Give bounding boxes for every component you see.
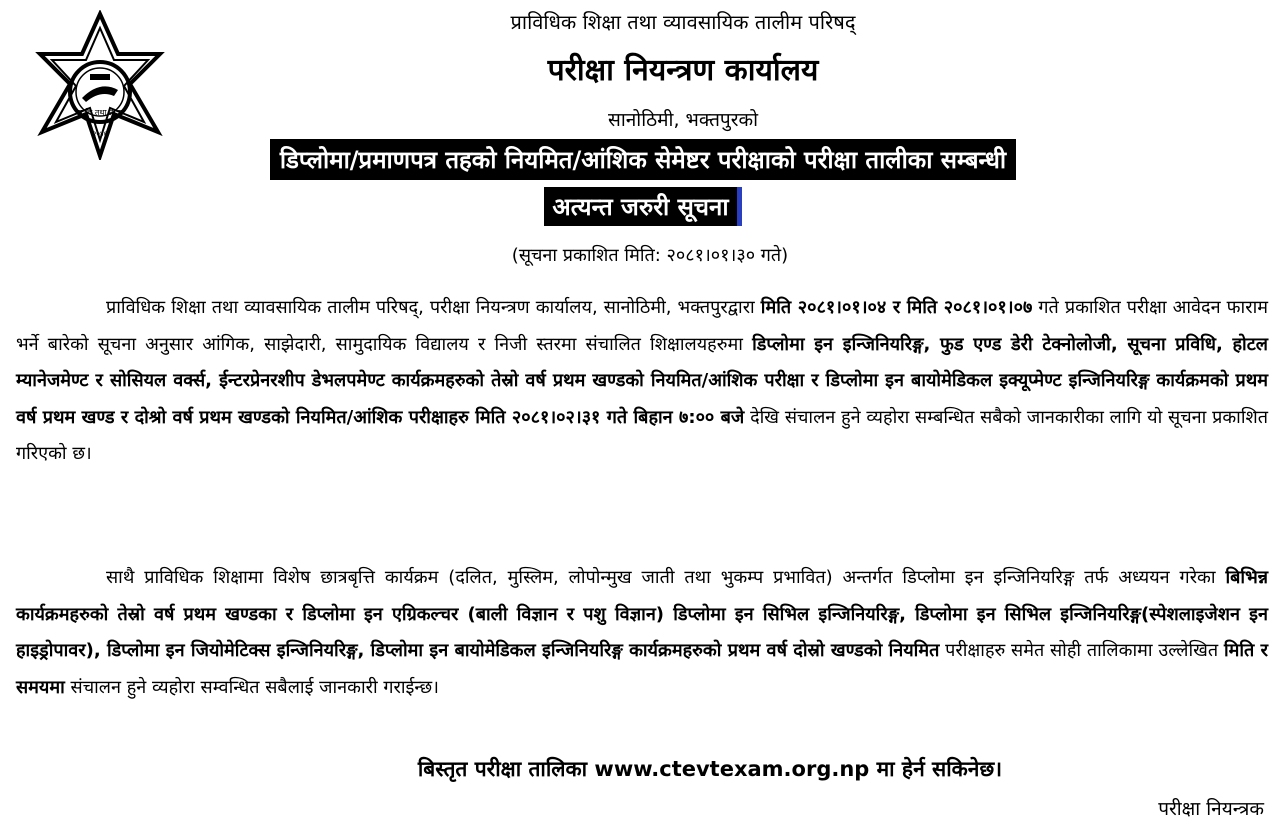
p2-text-1: साथै प्राविधिक शिक्षामा विशेष छात्रबृत्ति कार्यक्रम (दलित, मुस्लिम, लोपोन्मुख जाती तथा भुकम्प प्रभावित) अन्तर्गत डिप्लोमा इन इन्जिनियरिङ्ग तर्फ अध्ययन गरेका bbox=[106, 567, 1226, 588]
exam-schedule-link-line: बिस्तृत परीक्षा तालिका www.ctevtexam.org.np मा हेर्न सकिनेछ। bbox=[417, 757, 1003, 781]
p2-bold-2: मिति र समयमा bbox=[16, 640, 1268, 698]
p1-text-3: देखि संचालन हुने व्यहोरा सम्बन्धित सबैको जानकारीका लागि यो सूचना प्रकाशित गरिएको छ। bbox=[16, 406, 1268, 464]
urgent-banner bbox=[0, 187, 1286, 226]
p1-bold-2: डिप्लोमा इन इन्जिनियरिङ्ग, फुड एण्ड डेरी टेक्नोलोजी, सूचना प्रविधि, होटल म्यानेजमेण्ट र सोसियल वर्क्स, ईन्टरप्रेनरशीप डेभलपमेण्ट कार्यक्रमहरुको तेस्रो वर्ष प्रथम खण्डको नियमित/आंशिक परीक्षा र डिप्लोमा इन बायोमेडिकल इक्यूप्मेण्ट इन्जिनियरिङ्ग कार्यक्रमको प्रथम वर्ष प्रथम खण्ड र दोश्रो वर्ष प्रथम खण्डको नियमित/आंशिक परीक्षाहरु मिति २०८१।०२।३१ गते बिहान ७:०० बजे bbox=[16, 333, 1268, 428]
notice-title-banner bbox=[0, 139, 1286, 180]
p2-text-3: संचालन हुने व्यहोरा सम्वन्धित सबैलाई जानकारी गराईन्छ। bbox=[64, 676, 439, 698]
council-name: प्राविधिक शिक्षा तथा व्यावसायिक तालीम परिषद् bbox=[510, 10, 856, 34]
office-name: परीक्षा नियन्त्रण कार्यालय bbox=[547, 53, 819, 88]
p2-bold-1: बिभिन्न कार्यक्रमहरुको तेस्रो वर्ष प्रथम खण्डका र डिप्लोमा इन एग्रिकल्चर (बाली विज्ञान र पशु विज्ञान) डिप्लोमा इन सिभिल इन्जिनियरिङ्ग, डिप्लोमा इन सिभिल इन्जिनियरिङ्ग(स्पेशलाइजेशन इन हाइड्रोपावर), डिप्लोमा इन जियोमेटिक्स इन्जिनियरिङ्ग, डिप्लोमा इन बायोमेडिकल इन्जिनियरिङ्ग कार्यक्रमहरुको प्रथम वर्ष दोस्रो खण्डको नियमित bbox=[16, 567, 1268, 661]
urgent-label: अत्यन्त जरुरी सूचना bbox=[544, 187, 741, 226]
office-location: सानोठिमी, भक्तपुरको bbox=[607, 109, 758, 131]
published-date: (सूचना प्रकाशित मिति: २०८१।०१।३० गते) bbox=[511, 245, 789, 266]
p2-text-2: परीक्षाहरु समेत सोही तालिकामा उल्लेखित bbox=[939, 640, 1224, 661]
p1-text-2: गते प्रकाशित परीक्षा आवेदन फाराम भर्ने बारेको सूचना अनुसार आंगिक, साझेदारी, सामुदायिक विद्यालय र निजी स्तरमा संचालित शिक्षालयहरुमा bbox=[16, 297, 1268, 355]
signature: परीक्षा नियन्त्रक bbox=[1158, 798, 1264, 820]
body-paragraph-1 bbox=[16, 290, 1268, 473]
p1-bold-1: मिति २०८१।०१।०४ र मिति २०८१।०१।०७ bbox=[760, 297, 1033, 318]
seal-text-bottom: २०४६ bbox=[92, 130, 108, 138]
notice-title: डिप्लोमा/प्रमाणपत्र तहको नियमित/आंशिक सेमेष्टर परीक्षाको परीक्षा तालीका सम्बन्धी bbox=[270, 139, 1016, 180]
body-paragraph-2 bbox=[16, 560, 1268, 706]
p1-text-1: प्राविधिक शिक्षा तथा व्यावसायिक तालीम परिषद्, परीक्षा नियन्त्रण कार्यालय, सानोठिमी, भक्तपुरद्वारा bbox=[106, 297, 761, 318]
seal-text-top: सू चि तथा ता प bbox=[77, 108, 123, 117]
